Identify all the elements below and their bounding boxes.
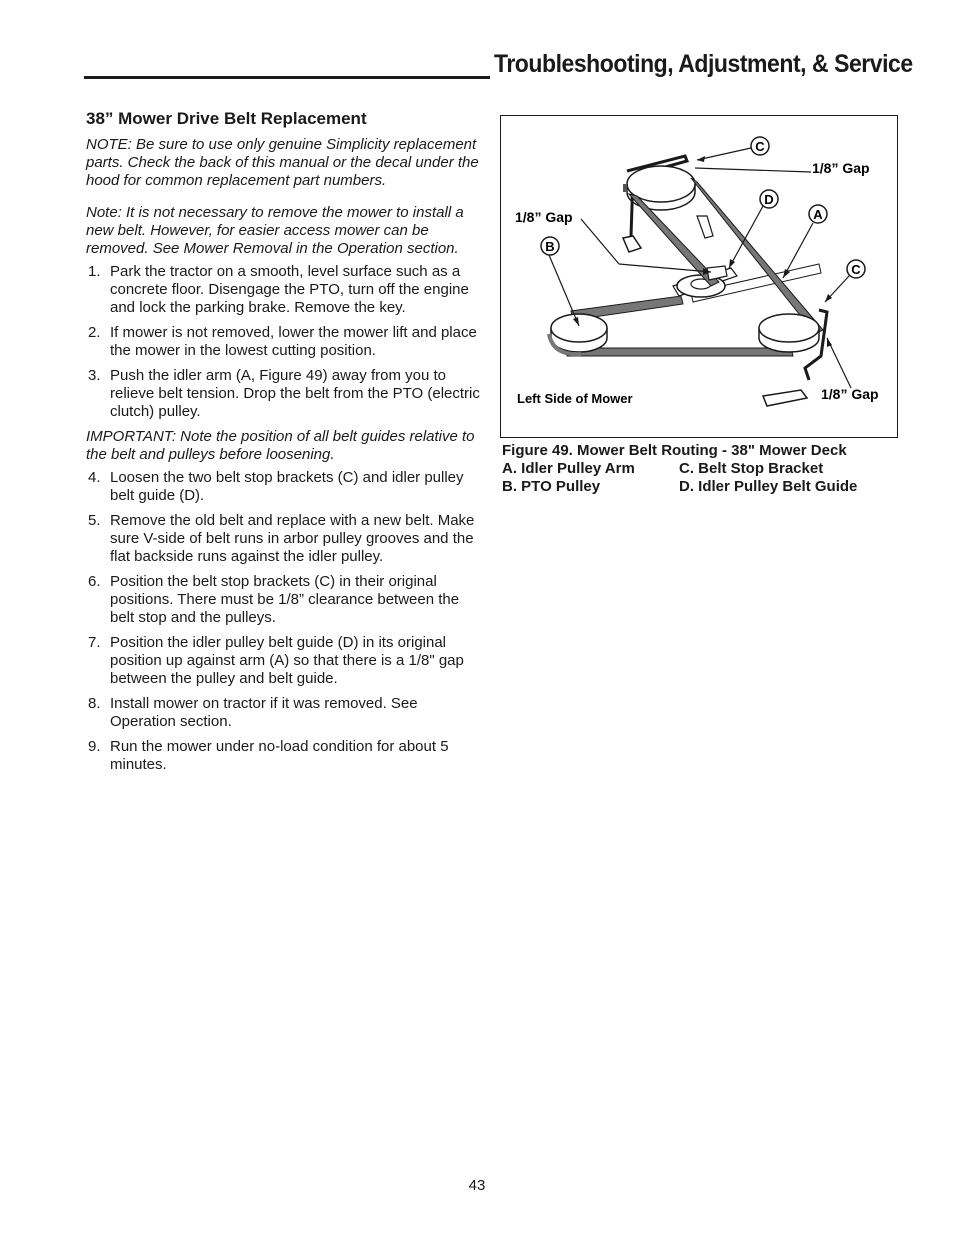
- side-of-mower-label: Left Side of Mower: [517, 391, 633, 406]
- belt-routing-diagram: [501, 116, 897, 437]
- belt-routing-figure: [500, 115, 898, 438]
- header-rule: [84, 76, 490, 79]
- figure-caption: [502, 442, 902, 496]
- right-pulley: [759, 314, 819, 342]
- page-number: 43: [468, 1177, 486, 1194]
- step-item: 5. Remove the old belt and replace with a new belt. Make sure V-side of belt runs in arbor pulley grooves and the flat backside runs against the idler pulley.: [88, 512, 475, 565]
- important-note: IMPORTANT: Note the position of all belt guides relative to the belt and pulleys before loosening.: [86, 428, 475, 463]
- step-item: 3. Push the idler arm (A, Figure 49) away from you to relieve belt tension. Drop the belt from the PTO (electric clutch) pulley.: [88, 367, 480, 420]
- callout-a-label: A: [813, 207, 823, 222]
- gap-label-top-right: 1/8” Gap: [812, 160, 870, 176]
- belt-right-run: [691, 178, 823, 334]
- callout-d-label: D: [764, 192, 774, 207]
- section-title: 38” Mower Drive Belt Replacement: [86, 109, 367, 128]
- steps-list-second: [86, 469, 481, 774]
- note-genuine-parts: NOTE: Be sure to use only genuine Simplicity replacement parts. Check the back of this manual or the decal under the hood for common replacement part numbers.: [86, 136, 479, 189]
- caption-row: [502, 460, 902, 478]
- step-item: 1. Park the tractor on a smooth, level surface such as a concrete floor. Disengage the PTO, turn off the engine and lock the parking brake. Remove the key.: [88, 263, 469, 316]
- caption-item-a: A. Idler Pulley Arm: [502, 460, 635, 477]
- callout-c-top-label: C: [755, 139, 765, 154]
- caption-row: [502, 478, 902, 496]
- gap-label-bottom-right: 1/8” Gap: [821, 386, 879, 402]
- step-item: 2. If mower is not removed, lower the mower lift and place the mower in the lowest cutting position.: [88, 324, 477, 359]
- step-item: 6. Position the belt stop brackets (C) in their original positions. There must be 1/8” clearance between the belt stop and the pulleys.: [88, 573, 460, 626]
- caption-item-b: B. PTO Pulley: [502, 478, 601, 495]
- page-header-title: Troubleshooting, Adjustment, & Service: [494, 50, 913, 78]
- step-item: 7. Position the idler pulley belt guide (D) in its original position up against arm (A) so that there is a 1/8" gap between the pulley and belt guide.: [88, 634, 464, 687]
- pto-pulley: [551, 314, 607, 342]
- belt-bottom-run: [565, 348, 793, 356]
- caption-title: Figure 49. Mower Belt Routing - 38" Mower Deck: [502, 442, 847, 459]
- callout-b-label: B: [545, 239, 555, 254]
- step-item: 9. Run the mower under no-load condition for about 5 minutes.: [88, 738, 449, 773]
- step-item: 8. Install mower on tractor if it was removed. See Operation section.: [88, 695, 418, 730]
- callout-c-right-label: C: [851, 262, 861, 277]
- instructions-column: [86, 110, 481, 781]
- gap-label-left: 1/8” Gap: [515, 209, 573, 225]
- steps-list-first: [86, 263, 481, 421]
- caption-item-c: C. Belt Stop Bracket: [679, 460, 824, 477]
- note-mower-removal: Note: It is not necessary to remove the mower to install a new belt. However, for easier access mower can be removed. See Mower Removal in the Operation section.: [86, 204, 464, 257]
- caption-item-d: D. Idler Pulley Belt Guide: [679, 478, 858, 495]
- step-item: 4. Loosen the two belt stop brackets (C) and idler pulley belt guide (D).: [88, 469, 464, 504]
